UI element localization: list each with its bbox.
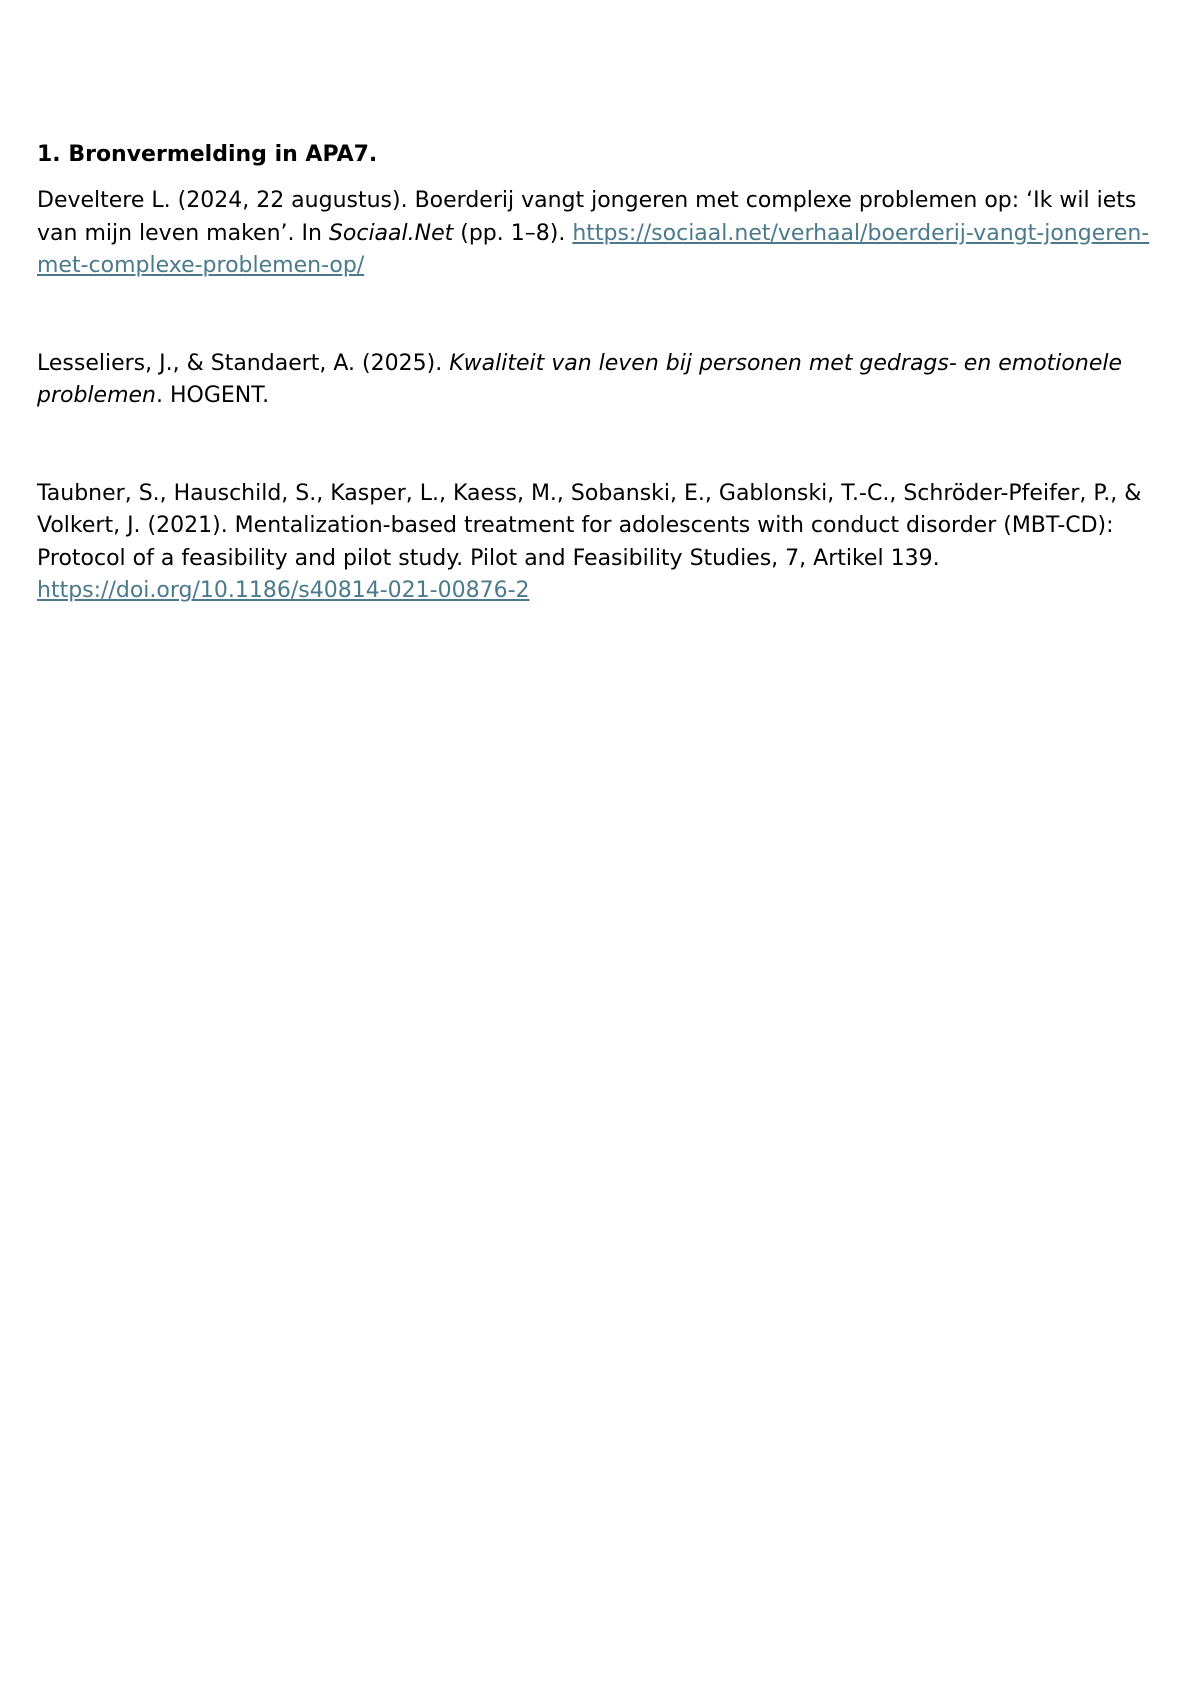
reference-taubner (37, 478, 1177, 608)
reference-text: Develtere L. (2024, 22 augustus). Boerderij vangt jongeren met complexe problemen op: ‘Ik wil iets van mijn leven maken’. In (37, 188, 1137, 246)
reference-link[interactable]: https://doi.org/10.1186/s40814-021-00876-2 (37, 578, 530, 603)
reference-source-title: Sociaal.Net (328, 220, 454, 246)
document-page (37, 140, 1177, 608)
reference-lesseliers (37, 348, 1177, 413)
reference-text: (pp. 1–8). (453, 220, 573, 246)
reference-text: Taubner, S., Hauschild, S., Kasper, L., Kaess, M., Sobanski, E., Gablonski, T.-C., Schröder-Pfeifer, P., & Volkert, J. (2021). Mentalization-based treatment for adolescents with conduct disorder (MBT-CD): Protocol of a feasibility and pilot study. Pilot and Feasibility Studies, 7, Artikel 139. (37, 480, 1142, 571)
reference-develtere (37, 185, 1177, 283)
reference-text: . HOGENT. (156, 383, 270, 408)
reference-text: Lesseliers, J., & Standaert, A. (2025). (37, 350, 450, 376)
reference-link[interactable]: https://sociaal.net/verhaal/boerderij-vangt-jongeren-met-complexe-problemen-op/ (37, 220, 1150, 278)
section-heading: 1. Bronvermelding in APA7. (37, 142, 378, 167)
reference-source-title: Kwaliteit van leven bij personen met gedrags- en emotionele problemen (37, 350, 1123, 408)
